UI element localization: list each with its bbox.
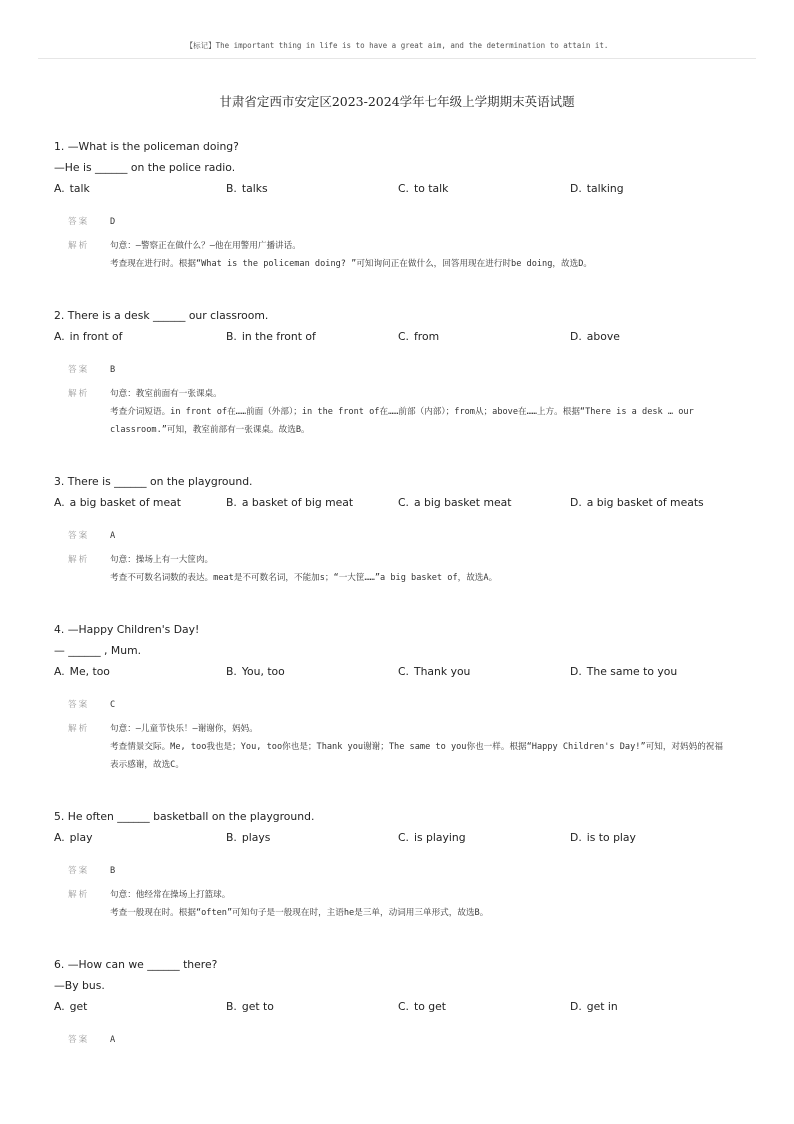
answer-block [68, 696, 754, 774]
option-a[interactable] [54, 827, 226, 848]
options-row [54, 492, 754, 513]
analysis-paragraph: 考查现在进行时。根据“What is the policeman doing? ”可知询问正在做什么，回答用现在进行时be doing，故选D。 [110, 259, 592, 269]
analysis-row [68, 720, 754, 774]
answer-label: 答案 [68, 365, 90, 375]
analysis-label: 解析 [68, 724, 90, 734]
option-letter: B. [226, 496, 237, 509]
option-letter: B. [226, 330, 237, 343]
option-c[interactable] [398, 996, 570, 1017]
option-text: Me, too [69, 665, 110, 678]
option-b[interactable] [226, 827, 398, 848]
options-row [54, 827, 754, 848]
analysis-paragraph: 考查情景交际。Me, too我也是；You, too你也是；Thank you谢谢；The same to you你也一样。根据“Happy Children's Day!”可知，对妈妈的祝福表示感谢，故选C。 [110, 742, 723, 770]
question-6 [54, 954, 754, 1049]
option-letter: D. [570, 330, 582, 343]
analysis-text [110, 237, 730, 273]
analysis-paragraph: 句意：教室前面有一张课桌。 [110, 389, 222, 399]
option-text: The same to you [586, 665, 678, 678]
options-row [54, 661, 754, 682]
option-text: get in [586, 1000, 618, 1013]
option-a[interactable] [54, 326, 226, 347]
answer-label: 答案 [68, 217, 90, 227]
option-c[interactable] [398, 661, 570, 682]
analysis-paragraph: 句意：—儿童节快乐！—谢谢你，妈妈。 [110, 724, 258, 734]
question-list [54, 136, 754, 1049]
answer-label: 答案 [68, 531, 90, 541]
option-text: a big basket meat [413, 496, 512, 509]
answer-block [68, 1031, 754, 1049]
header-divider [38, 58, 756, 59]
analysis-label: 解析 [68, 890, 90, 900]
option-text: in the front of [241, 330, 316, 343]
question-3 [54, 471, 754, 587]
answer-value: D [110, 217, 116, 227]
page-title: 甘肃省定西市安定区2023-2024学年七年级上学期期末英语试题 [219, 94, 575, 109]
option-d[interactable] [570, 178, 742, 199]
option-c[interactable] [398, 827, 570, 848]
analysis-label: 解析 [68, 555, 90, 565]
option-a[interactable] [54, 661, 226, 682]
option-text: talks [241, 182, 268, 195]
question-stem-line: 6. —How can we ______ there? [54, 958, 218, 971]
option-text: in front of [69, 330, 123, 343]
option-a[interactable] [54, 492, 226, 513]
option-letter: D. [570, 182, 582, 195]
answer-block [68, 862, 754, 922]
answer-block [68, 361, 754, 439]
option-letter: A. [54, 1000, 65, 1013]
answer-row [68, 862, 754, 880]
option-d[interactable] [570, 492, 742, 513]
analysis-label: 解析 [68, 389, 90, 399]
option-text: Thank you [413, 665, 471, 678]
answer-label: 答案 [68, 700, 90, 710]
option-text: a big basket of meat [69, 496, 181, 509]
question-2 [54, 305, 754, 439]
question-stem-line: 4. —Happy Children's Day! [54, 623, 200, 636]
option-d[interactable] [570, 827, 742, 848]
option-letter: D. [570, 665, 582, 678]
analysis-text [110, 551, 730, 587]
answer-block [68, 527, 754, 587]
option-b[interactable] [226, 178, 398, 199]
answer-row [68, 527, 754, 545]
option-b[interactable] [226, 492, 398, 513]
option-b[interactable] [226, 326, 398, 347]
option-a[interactable] [54, 996, 226, 1017]
option-d[interactable] [570, 326, 742, 347]
option-letter: C. [398, 665, 409, 678]
option-letter: D. [570, 496, 582, 509]
option-letter: B. [226, 182, 237, 195]
option-d[interactable] [570, 996, 742, 1017]
answer-label: 答案 [68, 866, 90, 876]
option-text: You, too [241, 665, 285, 678]
option-text: is playing [413, 831, 466, 844]
options-row [54, 178, 754, 199]
option-letter: A. [54, 665, 65, 678]
analysis-row [68, 886, 754, 922]
option-text: from [413, 330, 440, 343]
option-d[interactable] [570, 661, 742, 682]
question-4 [54, 619, 754, 774]
answer-block [68, 213, 754, 273]
analysis-paragraph: 考查介词短语。in front of在……前面（外部）；in the front of在……前部（内部）；from从；above在……上方。根据“There is a desk … our classroom.”可知，教室前部有一张课桌。故选B。 [110, 407, 694, 435]
option-c[interactable] [398, 492, 570, 513]
analysis-row [68, 551, 754, 587]
answer-row [68, 696, 754, 714]
answer-value: A [110, 1035, 116, 1045]
option-a[interactable] [54, 178, 226, 199]
answer-value: B [110, 365, 116, 375]
answer-row [68, 1031, 754, 1049]
analysis-paragraph: 句意：他经常在操场上打篮球。 [110, 890, 231, 900]
option-letter: D. [570, 1000, 582, 1013]
analysis-label: 解析 [68, 241, 90, 251]
question-stem-line: 3. There is ______ on the playground. [54, 475, 253, 488]
analysis-text [110, 886, 730, 922]
analysis-text [110, 385, 730, 439]
answer-value: C [110, 700, 116, 710]
question-stem-line: —By bus. [54, 979, 105, 992]
option-text: play [69, 831, 93, 844]
answer-label: 答案 [68, 1035, 90, 1045]
answer-value: A [110, 531, 116, 541]
option-letter: A. [54, 831, 65, 844]
question-stem-line: 2. There is a desk ______ our classroom. [54, 309, 269, 322]
option-letter: B. [226, 1000, 237, 1013]
option-c[interactable] [398, 178, 570, 199]
option-letter: A. [54, 496, 65, 509]
analysis-text [110, 720, 730, 774]
answer-row [68, 213, 754, 231]
options-row [54, 996, 754, 1017]
option-letter: C. [398, 496, 409, 509]
option-letter: A. [54, 182, 65, 195]
option-b[interactable] [226, 996, 398, 1017]
analysis-row [68, 237, 754, 273]
option-letter: B. [226, 831, 237, 844]
question-stem-line: — ______ , Mum. [54, 644, 142, 657]
question-stem-line: 5. He often ______ basketball on the playground. [54, 810, 315, 823]
option-text: get [69, 1000, 88, 1013]
option-text: is to play [586, 831, 636, 844]
option-text: talking [586, 182, 624, 195]
option-letter: C. [398, 1000, 409, 1013]
answer-row [68, 361, 754, 379]
analysis-row [68, 385, 754, 439]
option-b[interactable] [226, 661, 398, 682]
option-text: to get [413, 1000, 446, 1013]
page-motto: 【标记】The important thing in life is to have a great aim, and the determination to attain it. [185, 41, 609, 50]
option-letter: A. [54, 330, 65, 343]
option-letter: B. [226, 665, 237, 678]
answer-value: B [110, 866, 116, 876]
question-stem-line: —He is ______ on the police radio. [54, 161, 236, 174]
option-text: talk [69, 182, 90, 195]
option-letter: C. [398, 831, 409, 844]
option-text: to talk [413, 182, 449, 195]
option-letter: C. [398, 182, 409, 195]
question-1 [54, 136, 754, 273]
option-text: plays [241, 831, 271, 844]
analysis-paragraph: 句意：—警察正在做什么？—他在用警用广播讲话。 [110, 241, 301, 251]
option-text: a big basket of meats [586, 496, 704, 509]
analysis-paragraph: 句意：操场上有一大筐肉。 [110, 555, 214, 565]
option-text: get to [241, 1000, 274, 1013]
analysis-paragraph: 考查一般现在时。根据“often”可知句子是一般现在时，主语he是三单，动词用三单形式，故选B。 [110, 908, 489, 918]
question-5 [54, 806, 754, 922]
option-letter: C. [398, 330, 409, 343]
options-row [54, 326, 754, 347]
question-stem-line: 1. —What is the policeman doing? [54, 140, 239, 153]
option-text: above [586, 330, 620, 343]
analysis-paragraph: 考查不可数名词数的表达。meat是不可数名词，不能加s；“一大筐……”a big basket of，故选A。 [110, 573, 498, 583]
option-c[interactable] [398, 326, 570, 347]
option-text: a basket of big meat [241, 496, 354, 509]
option-letter: D. [570, 831, 582, 844]
